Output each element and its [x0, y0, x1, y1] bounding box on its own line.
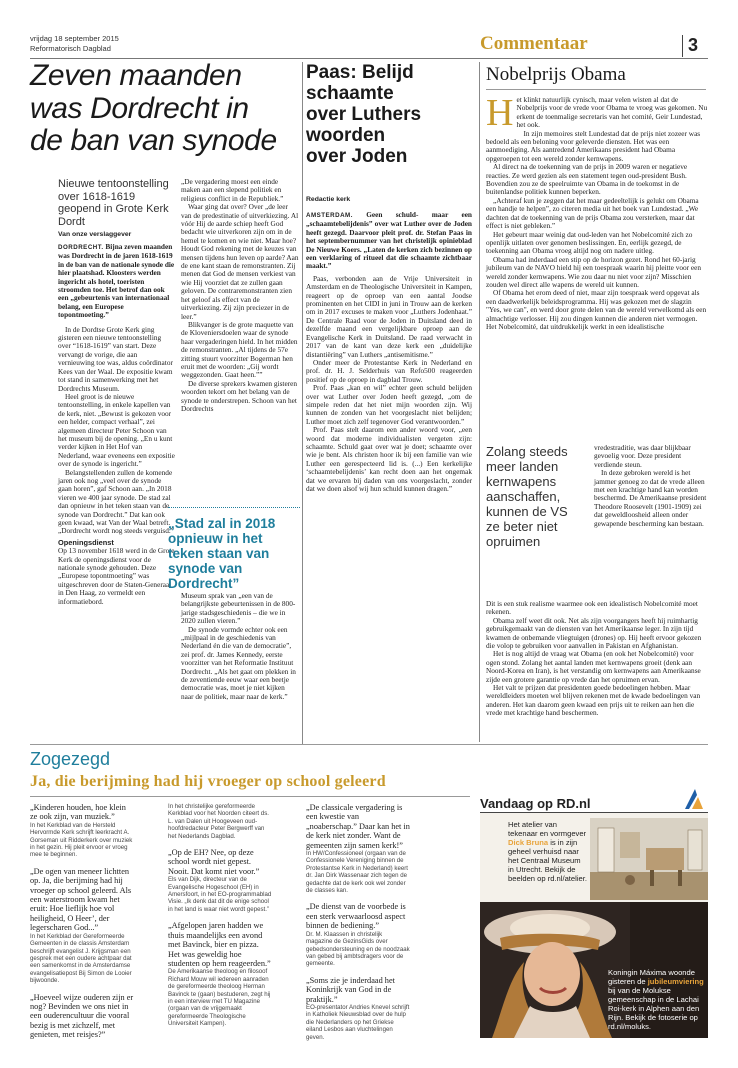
- paas-headline-line: over Joden: [306, 146, 408, 167]
- paas-lead: [306, 211, 472, 271]
- quote-source: De Amerikaanse theoloog en filosoof Richard Mouw wil iedereen aanraden de gereformeerde theoloog Herman Bavinck te (gaan) bestuderen, zegt hij in een interview met TU Magazine (orgaan van de vrijgemaakt gereformeerde Theologische Universiteit Kampen).: [168, 968, 271, 1028]
- commentary-first-paragraph: [486, 92, 708, 134]
- masthead-date: vrijdag 18 september 2015: [30, 34, 119, 43]
- page-number: 3: [688, 35, 699, 55]
- column-divider: [479, 62, 480, 742]
- subhead: Openingsdienst: [58, 537, 114, 547]
- paragraph: Dit is een stuk realisme waarmee ook een idealistisch Nobelcomité moet rekenen.: [486, 599, 698, 617]
- paas-headline-line: Paas: Belijd: [306, 62, 414, 83]
- commentary-pull-quote: Zolang steeds meer landen kernwapens aanschaffen, kunnen de VS ze beter niet opruimen: [486, 444, 568, 549]
- quote-source: In het christelijke gereformeerde Kerkblad voor het Noorden citeert ds. L. van Dalen uit Hoogeveen oud-hoofdredacteur Peter Bergwerff van het Nederlands Dagblad.: [168, 803, 269, 840]
- quote-source: In het Kerkblad der Gereformeerde Gemeenten in de classis Amsterdam beschrijft evangelist J. Krijgsman een gesprek met een oudere achtpaar dat een samenkomst in de Amsterdamse evangelisatiepost Bij Simon de Looier bijwoonde.: [30, 932, 132, 985]
- main-headline-line: was Dordrecht in: [30, 91, 249, 125]
- rd-text: Het atelier van tekenaar en vormgever: [508, 820, 587, 838]
- paragraph: Waar ging dat over? Over „de leer van de predestinatie of uitverkiezing. Al vóór Hij de aarde schiep heeft God bedacht wie uitverkoren zijn om in de hemel te komen en wie niet. Maar hoe? Houdt God rekening met de keuzes van mensen tijdens hun leven op aarde? Aan de ene kant staan de remonstranten. Zij menen dat God de mensen verkiest van wie Hij voorziet dat ze zullen gaan geloven. De contraremonstranten zien het geloof als effect van de uitverkiezing. Zij zijn preciezer in de leer.”: [181, 202, 299, 321]
- paragraph: „Achteraf kun je zeggen dat het maar gedeeltelijk is gelukt om Obama een handje te helpen”, zo citeren media uit het boek van Lundestad. „We dachten dat de toekenning van de prijs Obama zou versterken, maar dat effect is niet gebleken.”: [486, 195, 699, 231]
- paragraph: vredestraditie, was daar blijkbaar gevoelig voor. Deze president verdiende steun.: [594, 443, 691, 469]
- rd-highlight[interactable]: jubileumviering: [647, 977, 704, 986]
- main-column-2: [181, 178, 299, 413]
- zogezegd-column-1: [30, 803, 134, 1040]
- rd-text: Koningin Máxima woonde gisteren de: [608, 968, 695, 986]
- paragraph: Museum sprak van „een van de belangrijkste gebeurtenissen in de 800-jarige stadsgeschiedenis – die we in 2020 zullen vieren.”: [181, 591, 296, 626]
- main-headline-line: de ban van synode: [30, 124, 277, 157]
- zogezegd-title: Ja, die berijming had hij vroeger op school geleerd: [30, 773, 386, 790]
- paragraph: Obama zelf weet dit ook. Net als zijn voorgangers heeft hij ruimhartig gebruikgemaakt van de diensten van het Amerikaanse leger. In zijn tijd kwamen de onbemande vliegtuigen (drones) op. Hij heeft ervoor gekozen die volop te gebruiken voor aanvallen in Pakistan en Afghanistan.: [486, 615, 702, 651]
- commentary-title: Nobelprijs Obama: [486, 64, 706, 90]
- rd-item-maxima[interactable]: [608, 968, 708, 1031]
- main-headline-line: Zeven maanden: [30, 59, 242, 92]
- paragraph: In zijn memoires stelt Lundestad dat de prijs niet zozeer was bedoeld als een beloning voor geleverde diensten. Het was een aanmoediging. Als aantredend Amerikaans president had Obama opgeroepen tot een wereld zonder kernwapens.: [486, 128, 701, 163]
- atelier-photo[interactable]: [590, 818, 708, 900]
- quote-source: EO-presentator Andries Knevel schrijft in Katholiek Nieuwsblad over de hulp die Nederlanders op het Griekse eiland Lesbos aan vluchtelingen geven.: [306, 1003, 410, 1041]
- paragraph: Blikvanger is de grote maquette van de Kloveniersdoelen waar de synode haar vergaderingen hield. In het midden de remonstranten. „Al tijdens de 57e zitting stuurt voorzitter Bogerman hen eruit met de woorden: „Gij wordt weggezonden. Gaat heen.””: [181, 319, 298, 380]
- paragraph: Het valt te prijzen dat presidenten goede bedoelingen hebben. Maar wereldleiders moeten wel blijven rekenen met de kwade bedoelingen van anderen. Het kan daarom geen kwaad een prijs uit te reiken aan hen die vrede met krachtige hand beschermen.: [486, 683, 701, 718]
- paragraph: In de Dordtse Grote Kerk ging gisteren een nieuwe tentoonstelling over “1618-1619” van start. Deze vervangt de vorige, die aan vernieuwing toe was, aldus coördinator Kees van der Waal. De expositie kwam tot stand in samenwerking met het Dordrechts Museum.: [58, 324, 173, 393]
- main-column-1: [58, 243, 175, 606]
- header-separator: [682, 35, 683, 57]
- paas-headline-line: schaamte: [306, 83, 394, 104]
- rd-item-atelier[interactable]: [508, 820, 588, 883]
- quote-source: Els van Dijk, directeur van de Evangelische Hogeschool (EH) in Amersfoort, in het EO-programmablad Visie. „Ik denk dat dit de enige school in het land is waar niet wordt gepest.”: [168, 876, 272, 913]
- quote: „Op de EH? Nee, op deze school wordt niet gepest. Nooit. Dat komt niet voor.”: [168, 848, 260, 876]
- rd-highlight[interactable]: Dick Bruna: [508, 838, 549, 847]
- zogezegd-rule: [30, 796, 470, 797]
- paragraph: Onder meer de Protestantse Kerk in Nederland en prof. dr. H. J. Selderhuis van Refo500 reageerden positief op de oproep in dagblad Trouw.: [306, 357, 472, 384]
- main-column-2b: [181, 592, 299, 701]
- quote: „Kinderen houden, hoe klein ze ook zijn, van muziek.”: [30, 803, 126, 822]
- rd-logo-icon: [683, 785, 705, 811]
- rd-text: is in zijn geheel verhuisd naar het Centraal Museum in Utrecht. Bekijk de beelden op rd.nl/atelier.: [508, 838, 587, 883]
- paragraph: Op 13 november 1618 werd in de Grote Kerk de openingsdienst voor de nationale synode gehouden. Deze „Europese topontmoeting” was uitgeschreven door de Staten-Generaal in Den Haag, zo vermeldt een informatiebord.: [58, 546, 175, 606]
- quote: „De ogen van meneer lichtten op. Ja, die berijming had hij vroeger op school geleerd. Als een waterstroom kwam het eruit: Hoe lieflijk hoe vol heiligheid, O Heer’, der legerscharen God...”: [30, 866, 132, 933]
- main-lead: [58, 243, 175, 320]
- paragraph: Obama had inderdaad een stip op de horizon gezet. Rond het 60-jarig jubileum van de NAVO hield hij een toespraak waarin hij pleitte voor een wereld zonder kernwapens. Wie zou daar nu niet voor zijn? Misschien zouden wel direct alle wapens de wereld uit kunnen.: [486, 254, 702, 289]
- dropcap: H: [486, 92, 514, 134]
- paragraph: Het is nog altijd de vraag wat Obama (en ook het Nobelcomité) voor ogen stond. Zolang het aantal landen met kernwapens groeit (denk aan Noord-Korea en Iran), is het verstandig om kernwapens aan Amerikaanse zijde een grotere garantie op vrede dan het opruimen ervan.: [486, 649, 701, 684]
- main-byline: Van onze verslaggever: [58, 231, 132, 238]
- quote-source: Dr. M. Klaassen in christelijk magazine de GezinsGids over gebedsondersteuning en de noodzaak van gebed bij ambtsdragers voor de gemeente.: [306, 930, 410, 968]
- commentary-body-bottom: [486, 600, 708, 718]
- main-lead-text: Bijna zeven maanden was Dordrecht in de jaren 1618-1619 in de ban van de nationale synode die hier plaatshad. Kloosters werden ingericht als hotel, toeristen stroomden toe. Het betrof dan ook een „gebeurtenis van internationaal belang, een Europese topontmoeting.”: [58, 242, 175, 320]
- paragraph: Paas, verbonden aan de Vrije Universiteit in Amsterdam en de Theologische Universiteit in Kampen, reageert op de oproep van een aantal Joodse prominenten en het CIDI in juni in Trouw aan de kerken om in 2017 excuses te maken voor „Luthers Jodenhaat.” De Centrale Raad voor de Joden in Duitsland deed in dezelfde maand een vergelijkbare oproep aan de Evangelische Kerk in Duitsland. De raad verwacht in 2017 van de kant van deze kerk een „duidelijke distantiëring” van Luthers „antisemitisme.”: [306, 273, 472, 359]
- quote-source: In het Kerkblad van de Hersteld Hervormde Kerk schrijft leerkracht A. Gorseman uit Ridderkerk over muziek in het gezin. Hij pleit ervoor er vroeg mee te beginnen.: [30, 821, 133, 859]
- main-dateline: DORDRECHT.: [58, 244, 104, 251]
- commentary-body: [486, 92, 708, 331]
- paas-lead-text: Geen schuld- maar een „schaamtebelijdenis” over wat Luther over de Joden heeft gezegd. Daarvoor pleit prof. dr. Stefan Paas in het septembernummer van het christelijk opinieblad De Nieuwe Koers. „Laten de kerken zich bezinnen op een verklaring of ritueel dat die schaamte zichtbaar maakt.”: [306, 210, 472, 271]
- rd-box-title: Vandaag op RD.nl: [480, 796, 591, 811]
- paragraph: De synode vormde echter ook een „mijlpaal in de geschiedenis van Nederland én die van de democratie”, zei prof. dr. James Kennedy, eerste voorzitter van het Reformatie Instituut Dordrecht. „Als het gaat om plekken in de zeventiende eeuw waar een beetje democratie was, moet je niet kijken naar de politiek, maar naar de kerk.”: [181, 624, 296, 701]
- paas-headline: [306, 62, 466, 167]
- paragraph: De diverse sprekers kwamen gisteren woorden tekort om het belang van de synode te onderstrepen. Schoon van het Dordrechts: [181, 378, 298, 413]
- paragraph: Of Obama het erom deed of niet, maar zijn toespraak werd opgevat als een daadwerkelijk beleidsprogramma. Hij was gekozen met de slagzin "Yes, we can", en werd door grote delen van de wereld verwelkomd als een almachtige verlosser. Hij zou dingen kunnen die anderen niet vermogen. Het Nobelcomité, dat uitdrukkelijk werkt in een idealistische: [486, 288, 707, 331]
- rd-box-rule: [480, 812, 708, 813]
- main-pull-quote: „Stad zal in 2018 opnieuw in het teken staan van synode van Dordrecht”: [168, 507, 300, 591]
- paragraph: Prof. Paas „kan en wil” echter geen schuld belijden over wat Luther over Joden heeft gezegd, „om de simpele reden dat het niet mijn woorden zijn. Wij kunnen de zonden van het voorgeslacht niet belijden; Luther moet zich zelf tegenover God verantwoorden.”: [306, 383, 472, 426]
- paas-byline: Redactie kerk: [306, 196, 351, 203]
- main-headline: [30, 60, 298, 158]
- quote-source: In HW/Confessioneel (orgaan van de Confessionele Vereniging binnen de Protestantse Kerk in Nederland) keert dr. Jan Dirk Wassenaar zich tegen de gedachte dat de kerk ook wel zonder de classes kan.: [306, 850, 408, 895]
- paas-headline-line: woorden: [306, 125, 386, 146]
- zogezegd-rule: [30, 744, 708, 745]
- column-divider: [302, 62, 303, 744]
- paragraph: Al direct na de toekenning van de prijs in 2009 waren er negatieve reacties. Ze werd gezien als een statement tegen oud-president Bush. Bovendien zou ze de speelruimte van Obama in de toekomst in de buitenlandse politiek kunnen beperken.: [486, 162, 688, 197]
- rd-text: bij van de Molukse gemeenschap in de Lachai Roi-kerk in Alphen aan den Rijn. Bekijk de fotoserie op rd.nl/moluks.: [608, 986, 700, 1031]
- zogezegd-column-3: [306, 803, 410, 1049]
- zogezegd-label: Zogezegd: [30, 749, 111, 769]
- paas-dateline: AMSTERDAM.: [306, 212, 353, 219]
- paragraph: Heel groot is de nieuwe tentoonstelling, in enkele kapellen van de kerk, niet. „Bewust is gekozen voor een helder, compact verhaal”, zei algemeen directeur Peter Schoon van het museum bij de opening. „En u kunt verder kijken in Het Hof van Nederland, waar eveneens een expositie over de synode is ingericht.”: [58, 391, 175, 469]
- paragraph: Het gebeurt maar weinig dat oud-leden van het Nobelcomité zich zo openlijk uitlaten over genomen beslissingen. En, eerlijk gezegd, de toekenning aan Obama vroeg altijd nog om nadere uitleg.: [486, 229, 693, 256]
- paragraph: „De vergadering moest een einde maken aan een slepend politiek en religieus conflict in de Republiek.”: [181, 177, 284, 203]
- paragraph-text: et klinkt natuurlijk cynisch, maar velen wisten al dat de Nobelprijs voor de vrede voor Obama te vroeg was gekomen. Nu erkent de toenmalige secretaris van het comité, Geir Lundestad, het ook.: [516, 95, 708, 130]
- paas-headline-line: over Luthers: [306, 104, 422, 125]
- masthead-paper: Reformatorisch Dagblad: [30, 44, 111, 53]
- paragraph: Belangstellenden zullen de komende jaren ook nog „veel over de synode gaan horen”, gaf Schoon aan. „In 2018 vieren we 400 jaar synode. De stad zal dan opnieuw in het teken staan van de synode van Dordrecht.” Dat kan ook geen kwaad, wat Van der Waal betreft. „Dordrecht wordt nog steeds verguisd.”: [58, 467, 174, 536]
- quote: „Soms zie je inderdaad het Koninkrijk van God in de praktijk.”: [306, 975, 395, 1004]
- quote: „Afgelopen jaren hadden we thuis maandelijks een avond met Bavinck, bier en pizza. Het was geweldig hoe studenten op hem reageerden.”: [168, 921, 271, 968]
- section-name: Commentaar: [480, 33, 588, 54]
- paragraph: In deze gebroken wereld is het jammer genoeg zo dat de vrede alleen met een krachtige hand kan worden beschermd. De Amerikaanse president Theodore Roosevelt (1901-1909) zei dat geweldloosheid alleen onder gewapende bescherming kan bestaan.: [594, 468, 707, 528]
- quote: „De dienst van de voorbede is een sterk verwaarloosd aspect binnen de bediening.”: [306, 902, 406, 931]
- commentary-body-right: [594, 444, 708, 528]
- quote: „De classicale vergadering is een kwestie van „noaberschap.” Daar kan het in de kerk niet zonder. Want de gemeenten zijn samen kerk!”: [306, 803, 410, 850]
- quote: „Hoeveel wijze ouderen zijn er nog? Bevinden we ons niet in een ouderencultuur die vooral bezig is met zichzelf, met genieten, met reisjes?”: [30, 992, 134, 1040]
- paas-body: [306, 211, 472, 493]
- main-intro: Nieuwe tentoonstelling over 1618-1619 geopend in Grote Kerk Dordt: [58, 178, 169, 228]
- paragraph: Prof. Paas stelt daarom een ander woord voor, „een woord dat moderne individualisten vergeten zijn: schaamte. Schuld gaat over wat je doet; schaamte over wie je bent. Als christen hoor ik bij een familie van wie Luther een gerespecteerd lid is. (...) Een kerkelijke ‘schaamtebelijdenis’ kan recht doen aan het ongemak dat we ervaren bij daden van ons voorgeslacht, zonder dat we doen alsof wij hun schuld kunnen dragen.”: [306, 425, 472, 493]
- zogezegd-column-2: [168, 803, 272, 1036]
